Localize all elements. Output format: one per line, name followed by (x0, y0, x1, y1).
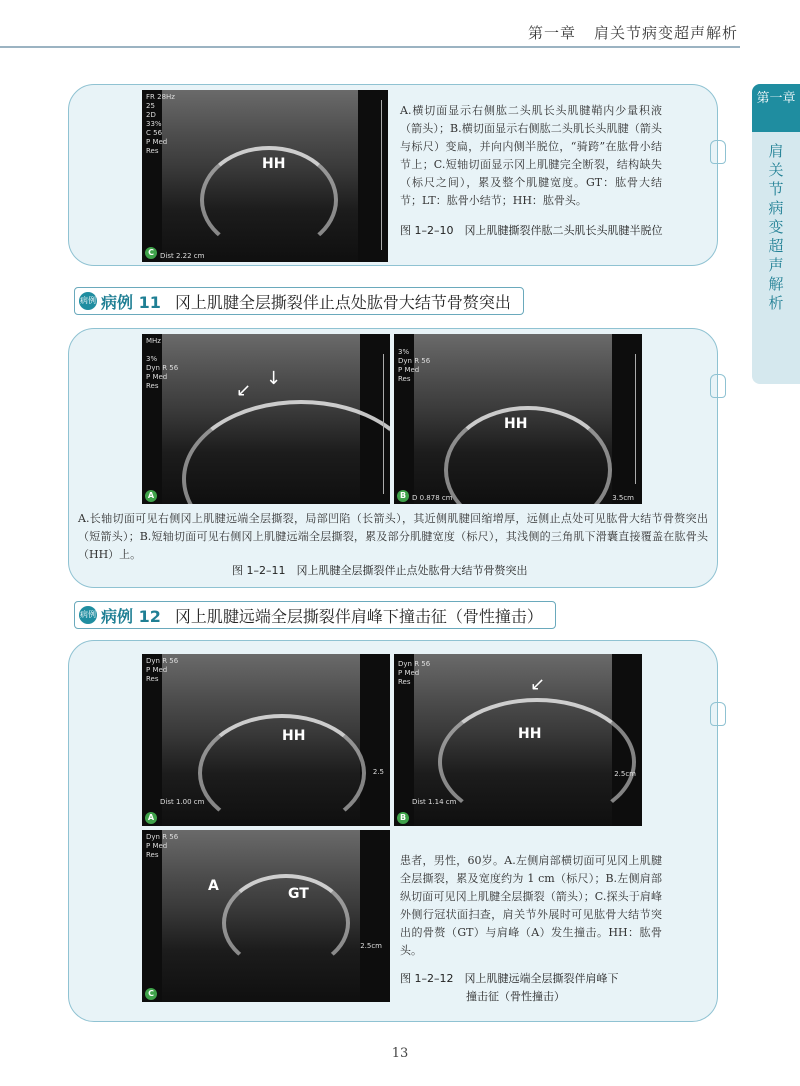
decor-hook-icon (710, 140, 726, 164)
ultrasound-image-3c (142, 830, 390, 1002)
dist-readout: Dist 2.22 cm (160, 252, 205, 260)
bone-echo (222, 874, 350, 972)
ultrasound-image-1c (142, 90, 388, 262)
dist-readout: Dist 1.00 cm (160, 798, 205, 806)
depth-ruler (635, 354, 636, 484)
scan-meta: FR 28Hz 25 2D 33% C 56 P Med Res (146, 93, 175, 155)
depth-readout: 2.5cm (614, 770, 636, 778)
scan-meta: MHz 3% Dyn R 56 P Med Res (146, 337, 179, 390)
case-icon: 病例 (79, 292, 97, 310)
scan-meta: Dyn R 56 P Med Res (398, 660, 431, 686)
scan-meta: Dyn R 56 P Med Res (146, 657, 179, 683)
ultrasound-image-2a (142, 334, 390, 504)
scan-meta: 3% Dyn R 56 P Med Res (398, 348, 431, 383)
header-rule (0, 46, 740, 48)
running-head-chapter: 第一章 (527, 24, 576, 42)
figure-caption-3: 患者，男性，60岁。A.左侧肩部横切面可见冈上肌腱全层撕裂，累及宽度约为 1 cm（标尺）；B.左侧肩部纵切面可见冈上肌腱全层撕裂（箭头）；C.探头于肩峰外侧行冠状面扫查，肩关节外展时可见肱骨大结节突出的骨赘（GT）与肩峰（A）发生撞击。HH：肱骨头。 (400, 854, 662, 957)
panel-letter-b: B (397, 490, 409, 502)
panel-letter-b: B (397, 812, 409, 824)
decor-hook-icon (710, 374, 726, 398)
scan-meta: Dyn R 56 P Med Res (146, 833, 179, 859)
depth-readout: 2.5 (372, 768, 384, 776)
dist-readout: Dist 1.14 cm (412, 798, 457, 806)
page-header (0, 0, 800, 48)
case-11-heading (74, 287, 524, 315)
depth-ruler (383, 354, 384, 494)
panel-letter-c: C (145, 247, 157, 259)
long-arrow-icon: ↓ (266, 368, 282, 389)
acromion-label: A (208, 878, 219, 894)
ultrasound-image-3a (142, 654, 390, 826)
panel-letter-c: C (145, 988, 157, 1000)
hh-label: HH (518, 726, 542, 742)
figure-title-3-line2: 撞击征（骨性撞击） (466, 990, 565, 1003)
figure-caption-2: A.长轴切面可见右侧冈上肌腱远端全层撕裂，局部凹陷（长箭头），其近侧肌腱回缩增厚，远侧止点处可见肱骨大结节骨赘突出（短箭头）；B.短轴切面可见右侧冈上肌腱远端全层撕裂，累及部分肌腱宽度（标尺），其浅侧的三角肌下滑囊直接覆盖在肱骨头（HH）上。 (78, 512, 708, 561)
case-title: 冈上肌腱全层撕裂伴止点处肱骨大结节骨赘突出 (174, 292, 511, 312)
case-12-heading (74, 601, 556, 629)
hh-label: HH (282, 728, 306, 744)
gt-label: GT (288, 886, 309, 902)
running-head-title: 肩关节病变超声解析 (593, 24, 738, 42)
arrow-icon: ↙ (530, 674, 546, 695)
case-number: 病例 11 (101, 292, 161, 312)
running-head (528, 22, 738, 43)
depth-ruler (381, 100, 382, 250)
depth-readout: 3.5cm (612, 494, 634, 502)
bone-echo (438, 698, 636, 826)
ultrasound-image-2b (394, 334, 642, 504)
panel-letter-a: A (145, 490, 157, 502)
ultrasound-image-3b (394, 654, 642, 826)
short-arrow-icon: ↙ (236, 380, 252, 401)
dist-readout: D 0.878 cm (412, 494, 453, 502)
hh-label: HH (504, 416, 528, 432)
figure-title-1: 图 1–2–10 冈上肌腱撕裂伴肱二头肌长头肌腱半脱位 (400, 224, 663, 237)
page-number: 13 (391, 1046, 409, 1061)
decor-hook-icon (710, 702, 726, 726)
side-tab-title: 肩关节病变超声解析 (768, 142, 784, 312)
depth-readout: 2.5cm (360, 942, 382, 950)
figure-title-3-line1: 图 1–2–12 冈上肌腱远端全层撕裂伴肩峰下 (400, 972, 619, 985)
panel-letter-a: A (145, 812, 157, 824)
side-tab-chapter: 第一章 (752, 84, 800, 132)
case-title: 冈上肌腱远端全层撕裂伴肩峰下撞击征（骨性撞击） (174, 606, 543, 626)
figure-title-2: 图 1–2–11 冈上肌腱全层撕裂伴止点处肱骨大结节骨赘突出 (232, 564, 528, 577)
figure-caption-1: A.横切面显示右侧肱二头肌长头肌腱鞘内少量积液（箭头）；B.横切面显示右侧肱二头肌长头肌腱（箭头与标尺）变扁，并向内侧半脱位，“骑跨”在肱骨小结节上；C.短轴切面显示冈上肌腱完全断裂，结构缺失（标尺之间），累及整个肌腱宽度。GT：肱骨大结节；LT：肱骨小结节；HH：肱骨头。 (400, 104, 662, 207)
hh-label: HH (262, 156, 286, 172)
case-number: 病例 12 (101, 606, 161, 626)
case-icon: 病例 (79, 606, 97, 624)
